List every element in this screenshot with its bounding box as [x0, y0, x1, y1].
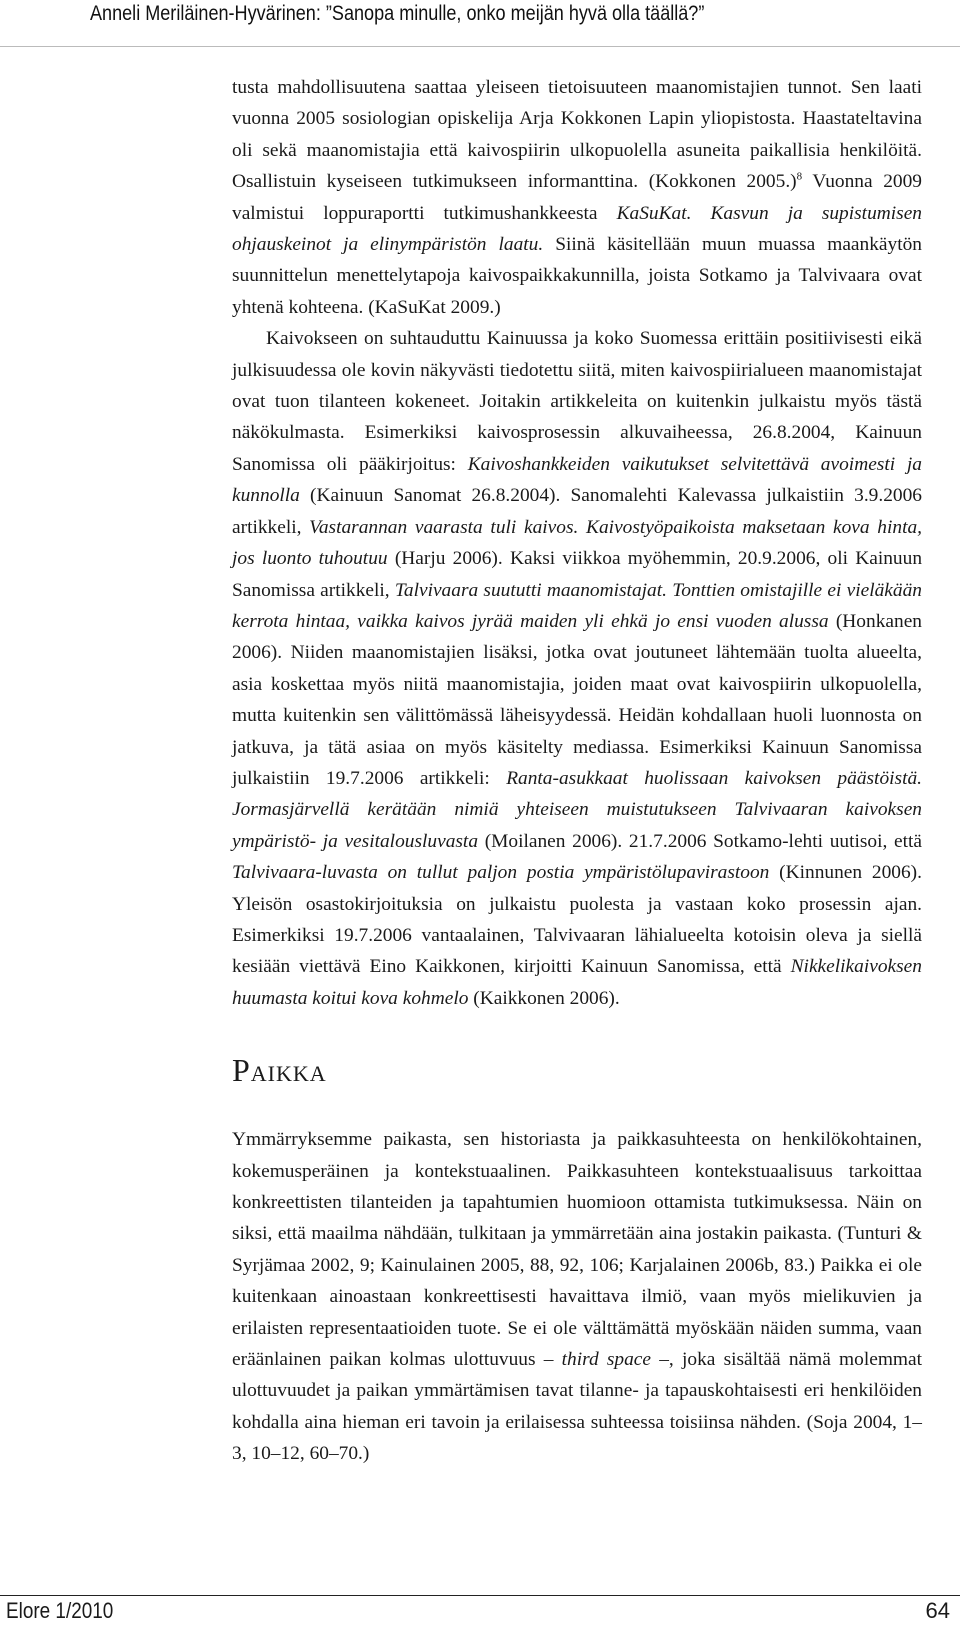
- italic-title: Kaivoshankkeiden vaikutukset selvitettävä avoimesti ja kunnolla: [232, 453, 922, 507]
- paragraph-continuation: [232, 72, 922, 323]
- text-run: (Kainuun Sanomat 26.8.2004). Sanomalehti Kalevassa julkaistiin 3.9.2006 artikkeli,: [232, 485, 922, 538]
- italic-title: Talvivaara suututti maanomistajat. Tonttien omistajille ei vieläkään kerrota hintaa, vaikka kaivos jyrää maiden yli ehkä jo ensi vuoden alussa: [232, 579, 922, 632]
- italic-title: Vastarannan vaarasta tuli kaivos. Kaivostyöpaikoista maksetaan kova hinta, jos luonto tuhoutuu: [232, 516, 922, 570]
- italic-term: third space: [561, 1349, 652, 1371]
- paragraph-place: [232, 1124, 922, 1469]
- running-title: Anneli Meriläinen-Hyvärinen: ”Sanopa minulle, onko meijän hyvä olla täällä?”: [90, 2, 705, 25]
- text-run: (Kinnunen 2006). Yleisön osastokirjoituksia on julkaistu puolesta ja vastaan koko prosessin ajan. Esimerkiksi 19.7.2006 vantaalainen, Talvivaaran lähialueelta kotoisin oleva ja siellä kesiään viettävä Eino Kaikkonen, kirjoitti Kainuun Sanomissa, että: [232, 862, 922, 978]
- text-run: (Kaikkonen 2006).: [468, 987, 620, 1009]
- section-heading: Paikka: [232, 1052, 327, 1089]
- italic-title: Talvivaara-luvasta on tullut paljon postia ympäristölupavirastoon: [232, 862, 770, 884]
- paragraph-media: [232, 323, 922, 1014]
- text-run: (Honkanen 2006). Niiden maanomistajien lisäksi, jotka ovat joutuneet lähtemään tuolta alueelta, asia koskettaa myös niitä maanomistajia, joiden maat ovat kaivospiirin ulkopuolella, mutta kuitenkin sen välittömässä läheisyydessä. Heidän kohdallaan huoli luonnosta on jatkuva, ja tätä asiaa on myös käsitelty mediassa. Esimerkiksi Kainuun Sanomissa julkaistiin 19.7.2006 artikkeli:: [232, 610, 922, 789]
- page-number: 64: [925, 1598, 950, 1623]
- text-run: tusta mahdollisuutena saattaa yleiseen tietoisuuteen maanomistajien tunnot. Sen laati vuonna 2005 sosiologian opiskelija Arja Kokkonen Lapin yliopistosta. Haastateltavina oli sekä maanomistajia että kaivospiirin ulkopuolella asuneita paikallisia henkilöitä. Osallistuin kyseiseen tutkimukseen informanttina. (Kokkonen 2005.): [232, 77, 922, 193]
- running-header: [0, 0, 960, 47]
- italic-title: KaSuKat. Kasvun ja supistumisen ohjauskeinot ja elinympäristön laatu.: [232, 202, 923, 256]
- text-run: Siinä käsitellään muun muassa maankäytön suunnittelun menettelytapoja kaivospaikkakunnilla, joista Sotkamo ja Talvivaara ovat yhtenä kohteena. (KaSuKat 2009.): [232, 234, 922, 318]
- text-run: Ymmärryksemme paikasta, sen historiasta ja paikkasuhteesta on henkilökohtainen, kokemusperäinen ja kontekstuaalinen. Paikkasuhteen kontekstuaalisuus tarkoittaa konkreettisten tilanteiden ja tapahtumien huomioon ottamista tutkimuksessa. Näin on siksi, että maailma nähdään, tulkitaan ja ymmärretään aina jostakin paikasta. (Tunturi & Syrjämaa 2002, 9; Kainulainen 2005, 88, 92, 106; Karjalainen 2006b, 83.) Paikka ei ole kuitenkaan ainoastaan konkreettisesti havaittava ilmiö, vaan myös mielikuvien ja erilaisten representaatioiden tuote. Se ei ole välttämättä myöskään näiden summa, vaan eräänlainen paikan kolmas ulottuvuus –: [232, 1129, 922, 1371]
- italic-title: Ranta-asukkaat huolissaan kaivoksen päästöistä. Jormasjärvellä kerätään nimiä yhteiseen muistutukseen Talvivaaran kaivoksen ympäristö- ja vesitalousluvasta: [232, 767, 923, 852]
- footnote-ref[interactable]: 8: [796, 170, 803, 183]
- text-run: (Moilanen 2006). 21.7.2006 Sotkamo-lehti uutisoi, että: [478, 830, 922, 852]
- journal-name: Elore 1/2010: [6, 1598, 114, 1623]
- page-footer: [0, 1595, 960, 1633]
- text-run: Vuonna 2009 valmistui loppuraportti tutkimushankkeesta: [232, 171, 922, 224]
- text-run: –, joka sisältää nämä molemmat ulottuvuudet ja paikan ymmärtämisen tavat tilanne- ja tapauskohtaisesti eri henkilöiden kohdalla aina hieman eri tavoin ja erilaisessa suhteessa toisiinsa nähden. (Soja 2004, 1–3, 10–12, 60–70.): [232, 1349, 922, 1465]
- text-run: (Harju 2006). Kaksi viikkoa myöhemmin, 20.9.2006, oli Kainuun Sanomissa artikkeli,: [232, 548, 923, 601]
- article-body: [232, 72, 922, 1470]
- italic-title: Nikkelikaivoksen huumasta koitui kova kohmelo: [232, 956, 922, 1009]
- text-run: Kaivokseen on suhtauduttu Kainuussa ja koko Suomessa erittäin positiivisesti eikä julkisuudessa ole kovin näkyvästi tiedotettu siitä, miten kaivospiirialueen maanomistajat ovat tuon tilanteen kokeneet. Joitakin artikkeleita on kuitenkin julkaistu myös tästä näkökulmasta. Esimerkiksi kaivosprosessin alkuvaiheessa, 26.8.2004, Kainuun Sanomissa oli pääkirjoitus:: [232, 328, 922, 475]
